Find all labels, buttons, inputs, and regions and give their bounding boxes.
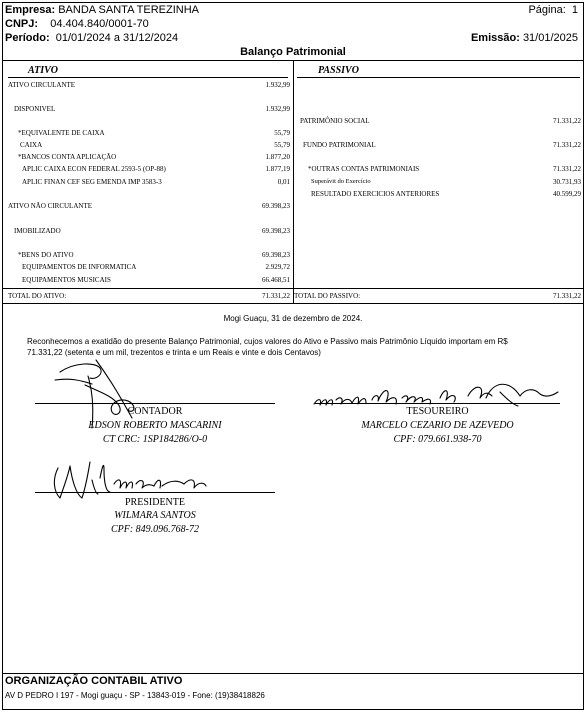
presidente-name: WILMARA SANTOS [114, 510, 196, 521]
pagina-label: Página: [528, 4, 566, 16]
presidente-role: PRESIDENTE [125, 497, 185, 508]
passivo-row-value: 71.331,22 [553, 165, 581, 173]
ativo-row-value: 69.398,23 [262, 202, 290, 210]
passivo-row-value: 71.331,22 [553, 141, 581, 149]
ativo-row-value: 69.398,23 [262, 251, 290, 259]
ativo-row-label: DISPONIVEL [14, 105, 56, 113]
total-passivo-label: TOTAL DO PASSIVO: [294, 292, 361, 300]
passivo-row-label: Superávit do Exercício [311, 178, 371, 185]
presidente-signature-line [35, 492, 275, 493]
report-title: Balanço Patrimonial [240, 46, 346, 58]
passivo-row-value: 30.731,93 [553, 178, 581, 186]
ativo-row-value: 55,79 [274, 129, 290, 137]
ativo-heading: ATIVO [28, 65, 59, 76]
passivo-heading: PASSIVO [318, 65, 359, 76]
presidente-cpf: CPF: 849.096.768-72 [110, 524, 200, 535]
ativo-row-value: 1.932,99 [265, 81, 290, 89]
ativo-row-value: 2.929,72 [265, 263, 290, 271]
ativo-row-label: ATIVO CIRCULANTE [8, 81, 76, 89]
passivo-row-value: 40.599,29 [553, 190, 581, 198]
contador-role: CONTADOR [127, 406, 183, 417]
tesoureiro-cpf: CPF: 079.661.938-70 [393, 434, 482, 445]
passivo-row-label: FUNDO PATRIMONIAL [303, 141, 376, 149]
emissao-label: Emissão: [470, 32, 520, 44]
total-passivo-value: 71.331,22 [553, 292, 581, 300]
ativo-row-label: *EQUIVALENTE DE CAIXA [18, 129, 105, 137]
org-address: AV D PEDRO I 197 - Mogi guaçu - SP - 13843-019 - Fone: (19)38418826 [5, 691, 265, 700]
passivo-row-label: *OUTRAS CONTAS PATRIMONIAIS [308, 165, 420, 173]
ativo-row-label: *BANCOS CONTA APLICAÇÃO [18, 153, 117, 161]
ativo-row-value: 55,79 [274, 141, 290, 149]
ativo-row-label: APLIC FINAN CEF SEG EMENDA IMP 3583-3 [22, 178, 162, 186]
ativo-row-label: ATIVO NÃO CIRCULANTE [8, 202, 92, 210]
tesoureiro-role: TESOUREIRO [406, 406, 469, 417]
pagina-number: 1 [571, 4, 578, 16]
ativo-row-value: 66.468,51 [262, 276, 290, 284]
ativo-row-label: EQUIPAMENTOS MUSICAIS [22, 276, 111, 284]
cnpj-value: 04.404.840/0001-70 [50, 18, 149, 30]
ativo-row-label: APLIC CAIXA ECON FEDERAL 2593-5 (OP-88) [22, 165, 166, 173]
ativo-row-label: EQUIPAMENTOS DE INFORMATICA [22, 263, 137, 271]
org-name: ORGANIZAÇÃO CONTABIL ATIVO [5, 675, 183, 687]
total-ativo-value: 71.331,22 [262, 292, 290, 300]
passivo-row-label: RESULTADO EXERCICIOS ANTERIORES [311, 190, 440, 198]
ativo-row-value: 1.932,99 [265, 105, 290, 113]
cnpj-label: CNPJ: [5, 18, 39, 30]
ativo-row-value: 1.877,20 [265, 153, 290, 161]
statement-line-2: 71.331,22 (setenta e um mil, trezentos e trinta e um Reais e vinte e dois Centavos) [27, 348, 321, 357]
periodo-value: 01/01/2024 a 31/12/2024 [55, 32, 179, 44]
contador-name: EDSON ROBERTO MASCARINI [88, 420, 222, 431]
periodo-label: Período: [5, 32, 50, 44]
empresa-label: Empresa: [5, 4, 56, 16]
tesoureiro-signature-line [315, 403, 560, 404]
ativo-row-value: 69.398,23 [262, 227, 290, 235]
ativo-row-label: IMOBILIZADO [14, 227, 61, 235]
empresa-name: BANDA SANTA TEREZINHA [58, 4, 199, 16]
passivo-row-value: 71.331,22 [553, 117, 581, 125]
ativo-row-label: CAIXA [20, 141, 43, 149]
contador-crc: CT CRC: 1SP184286/O-0 [102, 434, 208, 445]
contador-signature-stroke [55, 360, 134, 428]
footer-rule [3, 673, 583, 674]
date-line: Mogi Guaçu, 31 de dezembro de 2024. [223, 314, 363, 323]
emissao-value: 31/01/2025 [522, 32, 578, 44]
ativo-row-value: 1.877,19 [265, 165, 290, 173]
ativo-row-label: *BENS DO ATIVO [18, 251, 74, 259]
passivo-row-label: PATRIMÔNIO SOCIAL [300, 117, 370, 125]
ativo-row-value: 0,01 [277, 178, 290, 186]
tesoureiro-name: MARCELO CEZARIO DE AZEVEDO [361, 420, 514, 431]
contador-signature-line [35, 403, 275, 404]
statement-line-1: Reconhecemos a exatidão do presente Balanço Patrimonial, cujos valores do Ativo e Passivo mais Patrimônio Líquido importam em R$ [27, 337, 508, 346]
total-ativo-label: TOTAL DO ATIVO: [8, 292, 67, 300]
